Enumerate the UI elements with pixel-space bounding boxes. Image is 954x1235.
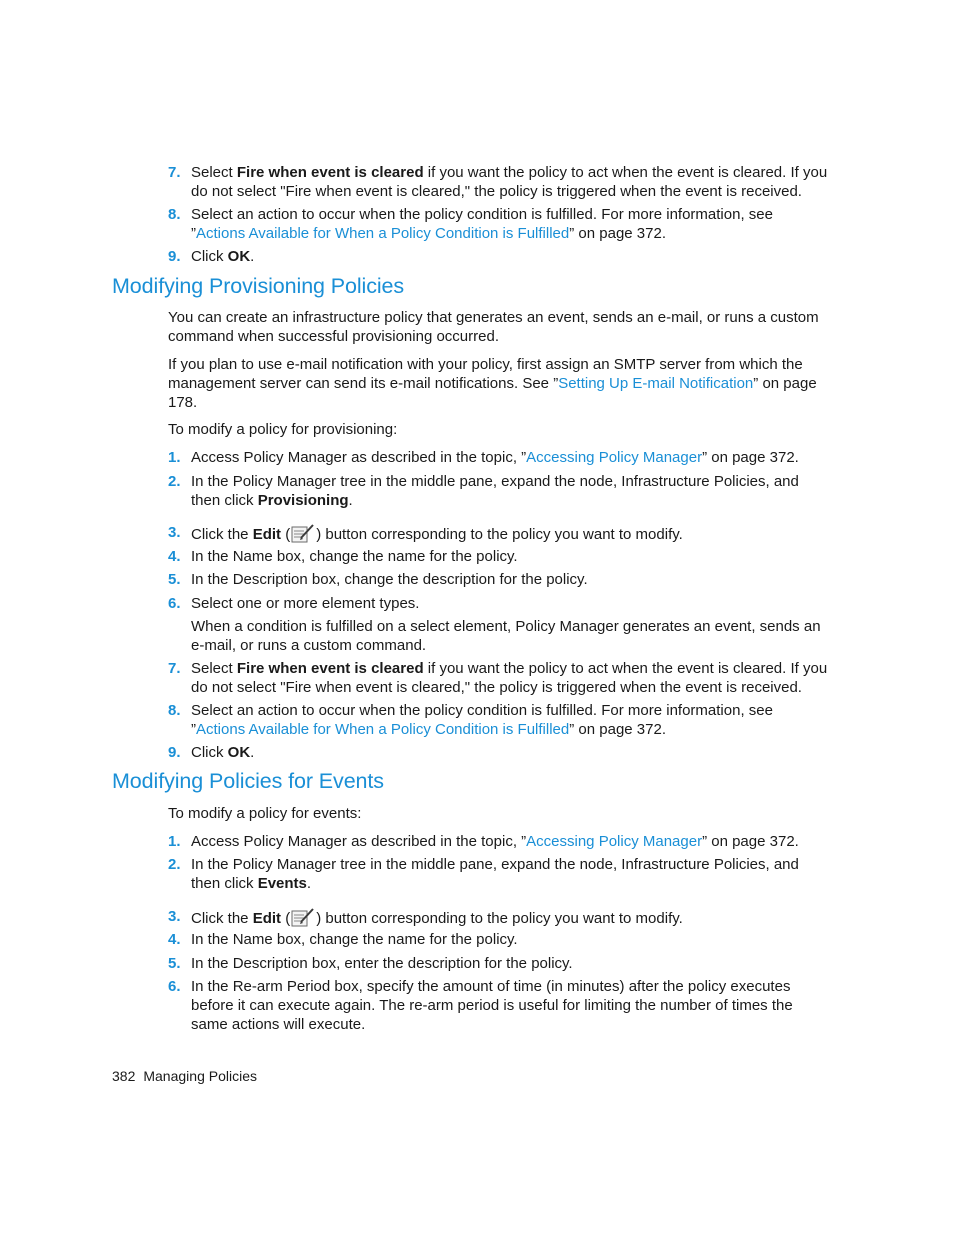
step-text: In the Policy Manager tree in the middle pane, expand the node, Infrastructure Policies, and then click Provisioning. — [191, 473, 799, 509]
step-text: Click OK. — [191, 248, 255, 265]
cross-reference-link[interactable]: Actions Available for When a Policy Condition is Fulfilled — [196, 721, 570, 738]
page-number: 382 — [112, 1068, 136, 1084]
step-text: In the Name box, change the name for the policy. — [191, 931, 518, 948]
step-text: In the Policy Manager tree in the middle pane, expand the node, Infrastructure Policies, and then click Events. — [191, 856, 799, 892]
paragraph: To modify a policy for provisioning: — [168, 421, 398, 438]
footer-section-title: Managing Policies — [143, 1068, 257, 1084]
step-text: In the Description box, change the description for the policy. — [191, 571, 588, 588]
step-text: Access Policy Manager as described in the topic, ”Accessing Policy Manager” on page 372. — [191, 449, 799, 466]
paragraph: If you plan to use e-mail notification with your policy, first assign an SMTP server from which the management server can send its e-mail notifications. See ”Setting Up E-mail Notification” on page 178. — [168, 356, 817, 411]
step-text: Select Fire when event is cleared if you want the policy to act when the event is cleared. If you do not select "Fire when event is cleared," the policy is triggered when the event is received. — [191, 164, 828, 200]
step-text: Select an action to occur when the policy condition is fulfilled. For more information, see ”Actions Available for When a Policy Condition is Fulfilled” on page 372. — [191, 702, 773, 738]
step-text: In the Description box, enter the description for the policy. — [191, 955, 573, 972]
cross-reference-link[interactable]: Actions Available for When a Policy Condition is Fulfilled — [196, 225, 570, 242]
step-text: Click the Edit ( ) button corresponding to the policy you want to modify. — [191, 907, 831, 928]
step-number: 4. — [168, 548, 181, 565]
step-text: Select an action to occur when the policy condition is fulfilled. For more information, see ”Actions Available for When a Policy Condition is Fulfilled” on page 372. — [191, 206, 773, 242]
paragraph: You can create an infrastructure policy that generates an event, sends an e-mail, or runs a custom command when successful provisioning occurred. — [168, 309, 819, 345]
step-number: 9. — [168, 248, 181, 265]
step-text: Access Policy Manager as described in the topic, ”Accessing Policy Manager” on page 372. — [191, 833, 799, 850]
edit-icon — [290, 907, 316, 927]
step-text: In the Re-arm Period box, specify the amount of time (in minutes) after the policy executes before it can execute again. The re-arm period is useful for limiting the number of times the same actions will execute. — [191, 978, 793, 1033]
step-number: 2. — [168, 473, 181, 490]
step-number: 5. — [168, 571, 181, 588]
step-text: Select one or more element types. — [191, 595, 420, 612]
cross-reference-link[interactable]: Accessing Policy Manager — [526, 833, 703, 850]
step-number: 3. — [168, 908, 181, 925]
step-number: 7. — [168, 164, 181, 181]
step-text: Select Fire when event is cleared if you want the policy to act when the event is cleared. If you do not select "Fire when event is cleared," the policy is triggered when the event is received. — [191, 660, 828, 696]
step-number: 5. — [168, 955, 181, 972]
edit-icon — [290, 523, 316, 543]
cross-reference-link[interactable]: Accessing Policy Manager — [526, 449, 703, 466]
paragraph: To modify a policy for events: — [168, 805, 362, 822]
section-heading: Modifying Provisioning Policies — [112, 274, 405, 298]
cross-reference-link[interactable]: Setting Up E-mail Notification — [558, 375, 754, 392]
step-continuation-text: When a condition is fulfilled on a select element, Policy Manager generates an event, sends an e-mail, or runs a custom command. — [191, 618, 821, 654]
step-text: Click OK. — [191, 744, 255, 761]
step-number: 8. — [168, 206, 181, 223]
page-footer — [112, 1067, 265, 1085]
step-number: 1. — [168, 833, 181, 850]
step-number: 6. — [168, 978, 181, 995]
step-number: 9. — [168, 744, 181, 761]
step-number: 7. — [168, 660, 181, 677]
step-number: 8. — [168, 702, 181, 719]
step-number: 2. — [168, 856, 181, 873]
step-text: Click the Edit ( ) button corresponding to the policy you want to modify. — [191, 523, 831, 544]
step-number: 1. — [168, 449, 181, 466]
step-text: In the Name box, change the name for the policy. — [191, 548, 518, 565]
step-number: 3. — [168, 524, 181, 541]
section-heading: Modifying Policies for Events — [112, 769, 384, 793]
step-number: 4. — [168, 931, 181, 948]
step-number: 6. — [168, 595, 181, 612]
